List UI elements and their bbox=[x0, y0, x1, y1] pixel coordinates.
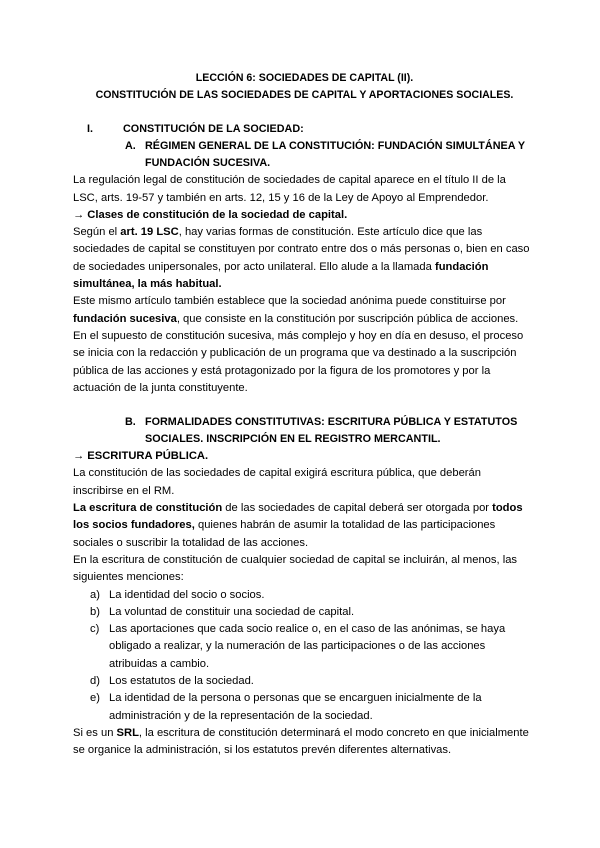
section-title: CONSTITUCIÓN DE LA SOCIEDAD: bbox=[123, 123, 304, 135]
list-item bbox=[90, 621, 530, 673]
list-item-text: La identidad del socio o socios. bbox=[109, 588, 265, 601]
paragraph bbox=[73, 224, 530, 293]
arrow-heading-text: → Clases de constitución de la sociedad de capital. bbox=[73, 208, 348, 221]
list-item-label: b) bbox=[90, 605, 100, 618]
arrow-heading bbox=[73, 207, 530, 224]
list-item bbox=[90, 690, 530, 725]
text: , hay varias formas de constitución. Este artículo dice que las sociedades de capital se constituyen por contrato entre dos o más personas o, bien en caso de sociedades unipersonales, por acto unilateral. Ello alude a la llamada bbox=[73, 226, 530, 273]
bold-text: todos los socios fundadores, bbox=[73, 502, 523, 532]
list-item-label: c) bbox=[90, 623, 100, 636]
subsection-title: FORMALIDADES CONSTITUTIVAS: ESCRITURA PÚBLICA Y ESTATUTOS SOCIALES. INSCRIPCIÓN EN EL REGISTRO MERCANTIL. bbox=[145, 416, 518, 446]
paragraph bbox=[73, 725, 530, 760]
text: Este mismo artículo también establece que la sociedad anónima puede constituirse por bbox=[73, 295, 506, 308]
text: quienes habrán de asumir la totalidad de las participaciones sociales o suscribir la totalidad de las acciones. bbox=[73, 519, 496, 549]
list-item-label: d) bbox=[90, 675, 100, 688]
bold-text: fundación simultánea, la más habitual. bbox=[73, 260, 489, 291]
list-item-text: Los estatutos de la sociedad. bbox=[109, 675, 254, 688]
list-item-text: La identidad de la persona o personas que se encarguen inicialmente de la administración y de la representación de la sociedad. bbox=[109, 692, 482, 722]
list-item-text: La voluntad de constituir una sociedad de capital. bbox=[109, 605, 355, 618]
text: Según el bbox=[73, 226, 121, 239]
lesson-title-line-2: CONSTITUCIÓN DE LAS SOCIEDADES DE CAPITAL Y APORTACIONES SOCIALES. bbox=[95, 89, 514, 101]
paragraph: La constitución de las sociedades de capital exigirá escritura pública, que deberán inscribirse en el RM. bbox=[73, 467, 481, 497]
list-item bbox=[90, 673, 530, 690]
list-item-label: e) bbox=[90, 692, 100, 705]
list-item bbox=[90, 587, 530, 604]
lesson-title-line-1: LECCIÓN 6: SOCIEDADES DE CAPITAL (II). bbox=[195, 72, 414, 84]
section-heading-1 bbox=[73, 121, 530, 138]
list-item bbox=[90, 604, 530, 621]
subsection-number: A. bbox=[125, 140, 136, 153]
arrow-heading-text: → ESCRITURA PÚBLICA. bbox=[73, 450, 209, 463]
subsection-title: RÉGIMEN GENERAL DE LA CONSTITUCIÓN: FUNDACIÓN SIMULTÁNEA Y FUNDACIÓN SUCESIVA. bbox=[145, 140, 525, 170]
section-number: I. bbox=[87, 123, 93, 135]
subsection-number: B. bbox=[125, 416, 136, 429]
lesson-title bbox=[79, 70, 530, 104]
arrow-heading bbox=[73, 448, 530, 465]
text: Si es un bbox=[73, 726, 117, 739]
paragraph bbox=[73, 500, 530, 552]
list-item-text: Las aportaciones que cada socio realice o, en el caso de las anónimas, se haya obligado a realizar, y la numeración de las participaciones o de las acciones atribuidas a cambio. bbox=[109, 623, 506, 670]
bold-text: fundación sucesiva bbox=[73, 312, 177, 325]
paragraph: La regulación legal de constitución de sociedades de capital aparece en el título II de la LSC, arts. 19-57 y también en arts. 12, 15 y 16 de la Ley de Apoyo al Emprendedor. bbox=[73, 174, 506, 204]
bold-text: art. 19 LSC bbox=[120, 226, 179, 239]
list-item-label: a) bbox=[90, 588, 100, 601]
bold-text: SRL bbox=[116, 726, 139, 739]
text: de las sociedades de capital deberá ser otorgada por bbox=[222, 502, 493, 515]
mentions-list bbox=[73, 587, 530, 725]
subsection-heading-a bbox=[125, 138, 530, 172]
bold-text: La escritura de constitución bbox=[73, 502, 223, 515]
paragraph bbox=[73, 293, 530, 397]
paragraph: En la escritura de constitución de cualquier sociedad de capital se incluirán, al menos, las siguientes menciones: bbox=[73, 553, 518, 584]
text: , la escritura de constitución determinará el modo concreto en que inicialmente se organice la administración, si los estatutos prevén diferentes alternativas. bbox=[73, 726, 529, 757]
text: , que consiste en la constitución por suscripción pública de acciones. En el supuesto de constitución sucesiva, más complejo y hoy en día en desuso, el proceso se inicia con la redacción y publicación de un programa que va destinado a la suscripción pública de las acciones y está protagonizado por la figura de los promotores y por la actuación de la junta constituyente. bbox=[73, 312, 524, 394]
subsection-heading-b bbox=[125, 414, 530, 448]
